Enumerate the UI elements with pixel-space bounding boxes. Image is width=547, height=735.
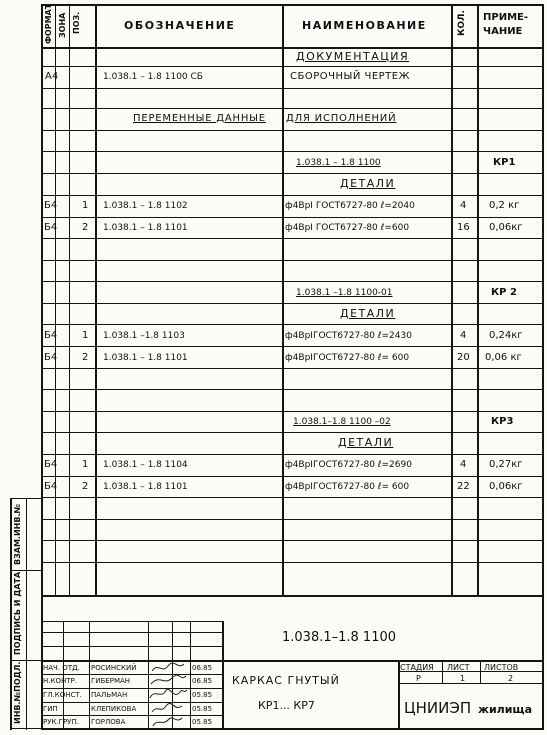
signer-date-2: 06.85 [192,677,213,685]
g3r2-note: 0,06кг [489,481,523,492]
signer-role-5: РУК.ГРУП. [43,718,79,726]
stage-value: Р [416,674,421,683]
g1r1-note: 0,2 кг [489,200,520,211]
g1r2-format: Б4 [44,222,58,233]
signature-1 [152,663,184,671]
doc-format: А4 [45,71,59,82]
header-qty: КОЛ. [457,10,467,36]
signature-5 [153,718,182,726]
signer-date-1: 06.85 [192,664,213,672]
g2r1-name: ф4ВрIГОСТ6727-80 ℓ=2430 [285,331,412,341]
g2r2-note: 0,06 кг [485,352,522,363]
g1r2-designation: 1.038.1 – 1.8 1101 [103,223,188,233]
group3-note: КР3 [491,416,514,427]
g3r2-designation: 1.038.1 – 1.8 1101 [103,482,188,492]
g3r2-format: Б4 [44,481,58,492]
sheets-label: ЛИСТОВ [484,663,519,672]
g1r1-qty: 4 [460,200,467,211]
g3r1-qty: 4 [460,459,467,470]
header-note-line1: ПРИМЕ- [483,12,528,23]
signer-name-1: РОСИНСКИЙ [91,664,137,672]
signature-2 [151,675,186,684]
group1-note: КР1 [493,157,516,168]
g3r1-designation: 1.038.1 – 1.8 1104 [103,460,188,470]
stage-label: СТАДИЯ [400,663,434,672]
g3r1-format: Б4 [44,459,58,470]
org-name: ЦНИИЭП [404,699,472,717]
signer-role-3: ГЛ.КОНСТ. [43,691,82,699]
g2r2-designation: 1.038.1 – 1.8 1101 [103,353,188,363]
section-variable-right: ДЛЯ ИСПОЛНЕНИЙ [286,113,397,124]
doc-designation: 1.038.1 – 1.8 1100 СБ [103,72,203,82]
g3r2-pos: 2 [82,481,89,492]
group3-details: ДЕТАЛИ [338,436,394,449]
doc-name: СБОРОЧНЫЙ ЧЕРТЕЖ [290,71,410,82]
g1r1-name: ф4ВрI ГОСТ6727-80 ℓ=2040 [285,201,415,211]
g2r1-designation: 1.038.1 –1.8 1103 [103,331,185,341]
group1-assembly: 1.038.1 – 1.8 1100 [296,158,381,168]
g2r2-name: ф4ВрIГОСТ6727-80 ℓ= 600 [285,353,410,363]
signature-4 [152,703,182,712]
g1r2-name: ф4ВрI ГОСТ6727-80 ℓ=600 [285,223,410,233]
side-stamp-signature-date: ПОДПИСЬ И ДАТА [13,571,22,655]
section-documentation: ДОКУМЕНТАЦИЯ [296,50,410,63]
g1r2-qty: 16 [457,222,470,233]
section-variable-left: ПЕРЕМЕННЫЕ ДАННЫЕ [133,113,266,124]
group1-details: ДЕТАЛИ [340,177,396,190]
g1r2-pos: 2 [82,222,89,233]
side-stamp-replaced-inv: ВЗАМ.ИНВ.№ [13,503,22,565]
g2r1-pos: 1 [82,330,89,341]
g2r2-format: Б4 [44,352,58,363]
g1r1-pos: 1 [82,200,89,211]
signer-role-4: ГИП [43,705,58,713]
side-stamp-inv-orig: ИНВ.№ПОДЛ. [13,661,22,724]
signer-role-1: НАЧ. ОТД. [43,664,80,672]
signer-date-3: 05.85 [192,691,213,699]
org-suffix: жилища [478,703,533,716]
g1r1-designation: 1.038.1 – 1.8 1102 [103,201,188,211]
title-doc-number: 1.038.1–1.8 1100 [282,630,397,645]
g3r2-qty: 22 [457,481,470,492]
signature-3 [150,689,187,698]
title-line1: КАРКАС ГНУТЫЙ [232,674,340,687]
g2r1-note: 0,24кг [489,330,523,341]
g2r1-qty: 4 [460,330,467,341]
header-format: ФОРМАТ [44,3,53,44]
g1r1-format: Б4 [44,200,58,211]
header-note-line2: ЧАНИЕ [483,26,523,37]
g3r1-name: ф4ВрIГОСТ6727-80 ℓ=2690 [285,460,412,470]
g3r1-pos: 1 [82,459,89,470]
sheets-value: 2 [508,674,514,683]
signer-name-2: ГИБЕРМАН [91,677,131,685]
g3r1-note: 0,27кг [489,459,523,470]
group2-details: ДЕТАЛИ [340,307,396,320]
sheet-label: ЛИСТ [447,663,470,672]
g2r2-qty: 20 [457,352,470,363]
title-line2: КР1... КР7 [258,699,315,712]
header-pos: ПОЗ. [72,11,81,34]
signer-name-4: КЛЕПИКОВА [91,705,137,713]
group3-assembly: 1.038.1–1.8 1100 –02 [293,417,391,427]
g3r2-name: ф4ВрIГОСТ6727-80 ℓ= 600 [285,482,410,492]
header-name: НАИМЕНОВАНИЕ [302,19,427,32]
group2-assembly: 1.038.1 –1.8 1100-01 [296,288,393,298]
signature-scribbles [148,660,190,730]
header-designation: ОБОЗНАЧЕНИЕ [124,19,236,32]
signer-date-5: 05.85 [192,718,213,726]
signer-date-4: 05.85 [192,705,213,713]
signer-name-5: ГОРЛОВА [91,718,126,726]
signer-role-2: Н.КОНТР. [43,677,77,685]
g1r2-note: 0,06кг [489,222,523,233]
g2r1-format: Б4 [44,330,58,341]
header-zone: ЗОНА [58,12,67,38]
sheet-value: 1 [460,674,466,683]
group2-note: КР 2 [491,287,517,298]
g2r2-pos: 2 [82,352,89,363]
signer-name-3: ПАЛЬМАН [91,691,128,699]
